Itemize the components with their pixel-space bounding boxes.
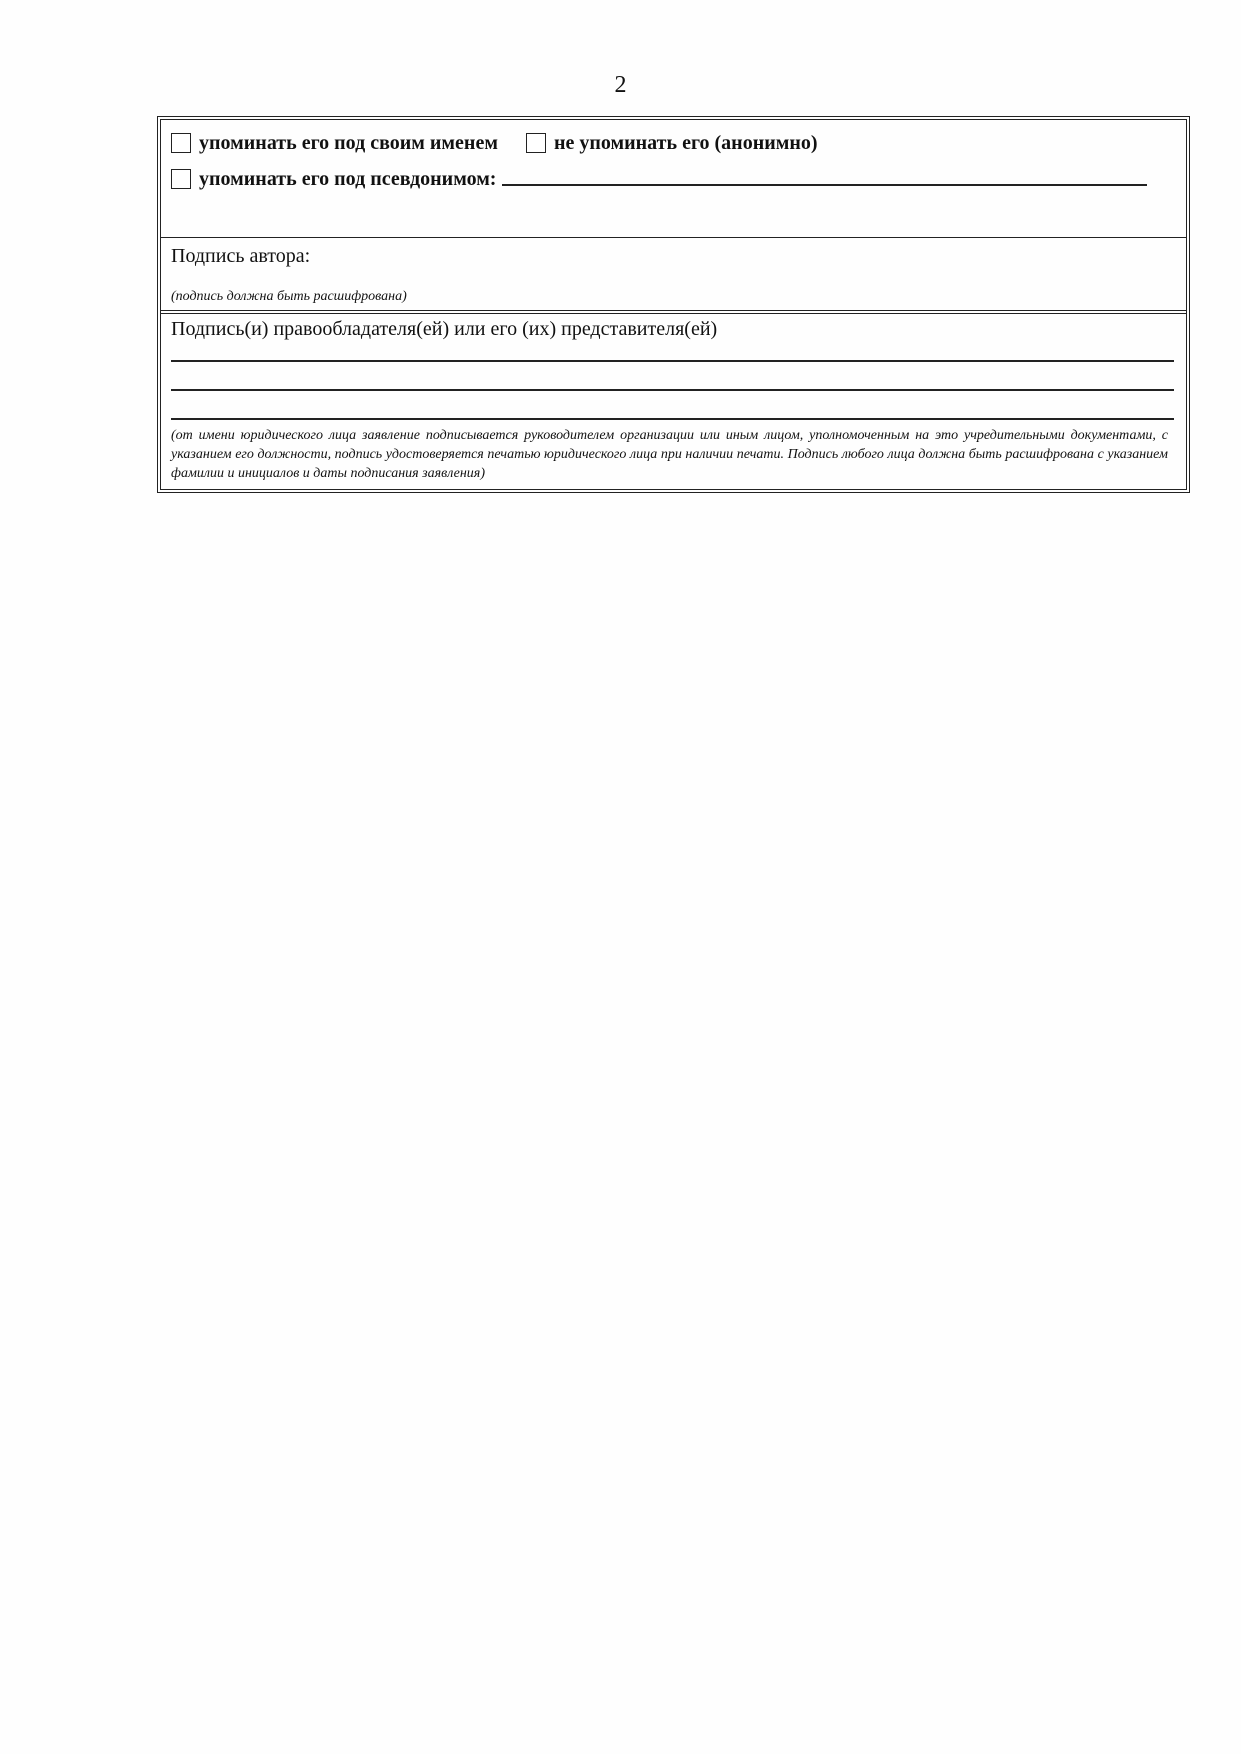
- holder-signature-hint: (от имени юридического лица заявление подписывается руководителем организации или иным лицом, уполномоченным на это учредительными документами, с указанием его должности, подпись удостоверяется печатью юридического лица при наличии печати. Подпись любого лица должна быть расшифрована с указанием фамилии и инициалов и даты подписания заявления): [171, 428, 1168, 481]
- author-signature-label: Подпись автора:: [171, 245, 311, 267]
- pseudonym-row: [171, 164, 1176, 194]
- signature-form-table: [157, 116, 1190, 493]
- option-own-name[interactable]: [171, 132, 498, 155]
- holder-signature-section: [161, 310, 1186, 489]
- own-name-checkbox[interactable]: [171, 133, 191, 153]
- own-name-label: упоминать его под своим именем: [199, 131, 498, 154]
- mention-options-row: [171, 128, 1176, 158]
- author-signature-section: [161, 237, 1186, 310]
- holder-signature-line[interactable]: [171, 341, 1174, 362]
- pseudonym-checkbox[interactable]: [171, 169, 191, 189]
- author-mention-section: [161, 120, 1186, 237]
- pseudonym-label: упоминать его под псевдонимом:: [199, 167, 497, 190]
- anonymous-label: не упоминать его (анонимно): [553, 131, 818, 154]
- pseudonym-input-line[interactable]: [502, 164, 1147, 186]
- author-signature-hint: (подпись должна быть расшифрована): [171, 289, 407, 304]
- page-number: 2: [614, 72, 627, 98]
- anonymous-checkbox[interactable]: [526, 133, 546, 153]
- option-anonymous[interactable]: [526, 132, 818, 155]
- holder-signature-line[interactable]: [171, 391, 1174, 420]
- holder-signature-line[interactable]: [171, 362, 1174, 391]
- holder-signature-label: Подпись(и) правообладателя(ей) или его (их) представителя(ей): [171, 318, 718, 340]
- option-pseudonym[interactable]: [171, 168, 496, 191]
